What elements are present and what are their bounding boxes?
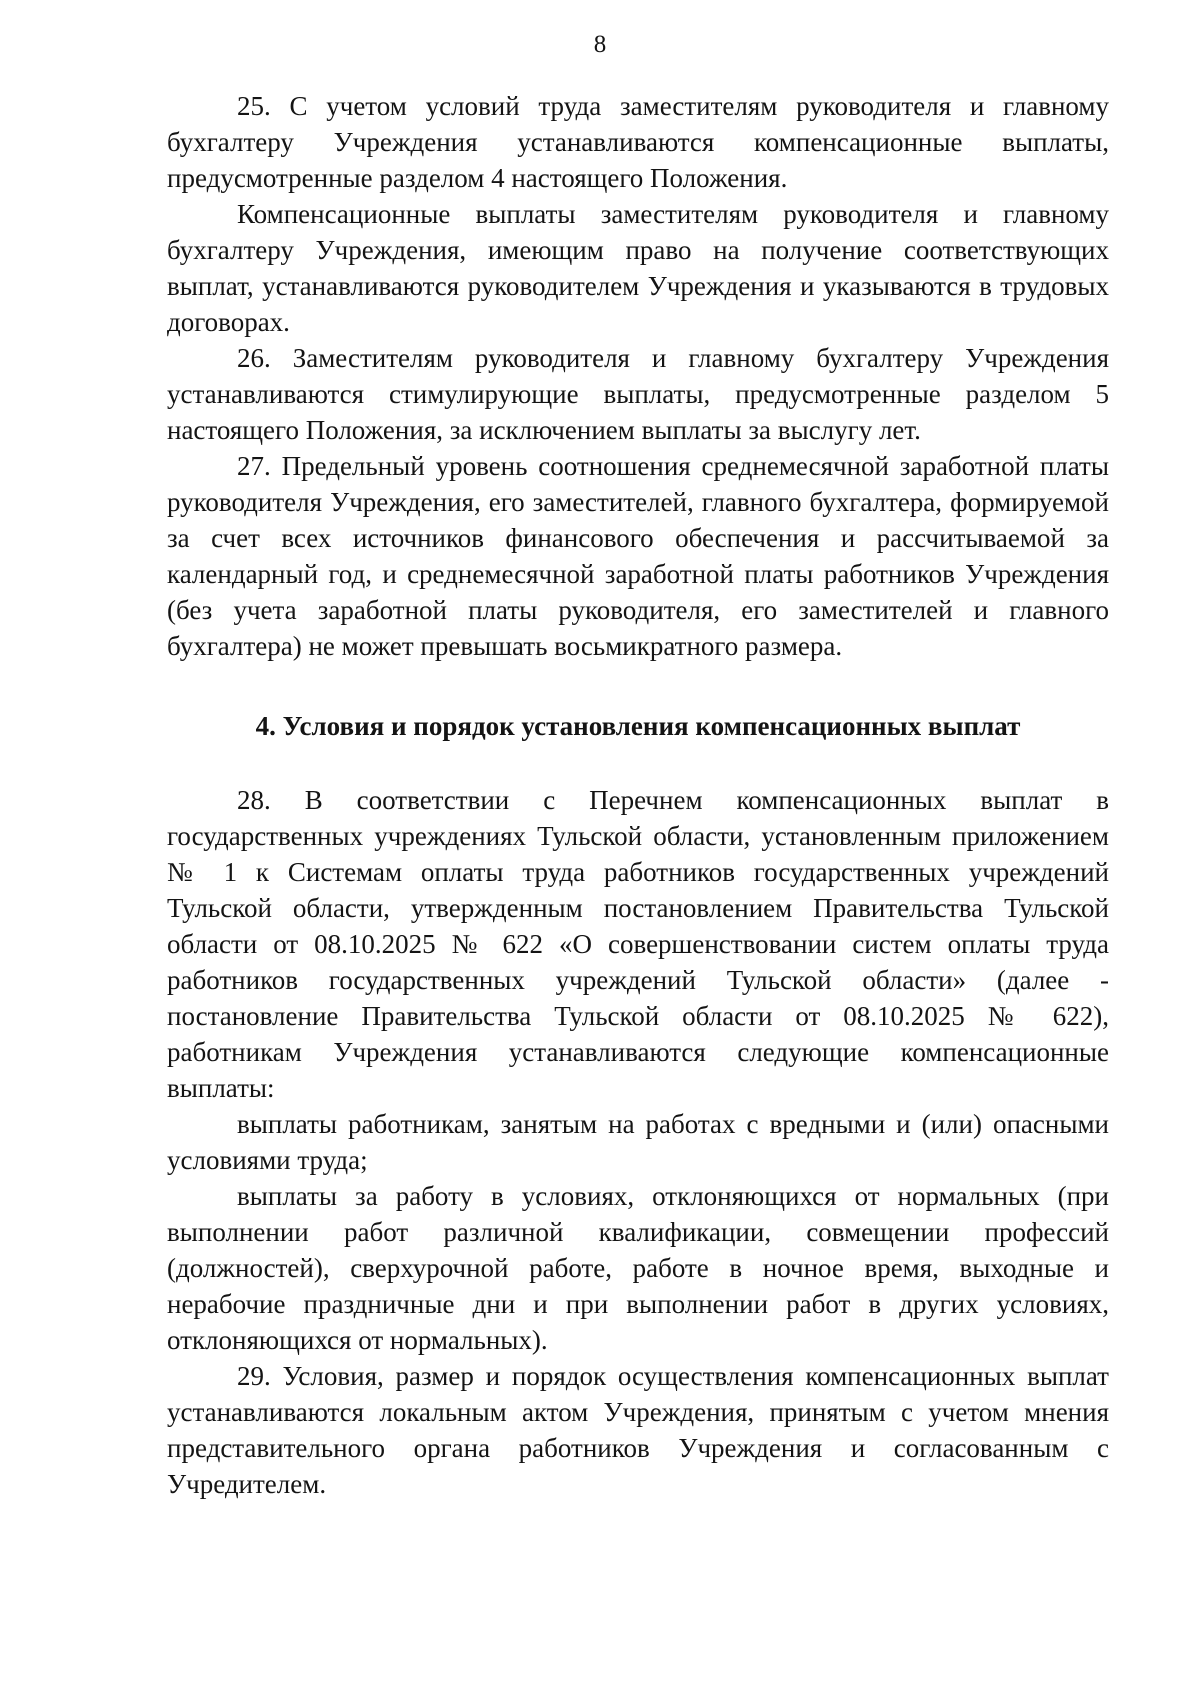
section-heading: 4. Условия и порядок установления компенсационных выплат (255, 711, 1021, 741)
paragraph-26: 26. Заместителям руководителя и главному бухгалтеру Учреждения устанавливаются стимулирующие выплаты, предусмотренные разделом 5 настоящего Положения, за исключением выплаты за выслугу лет. (167, 343, 1109, 445)
paragraph-25-continued: Компенсационные выплаты заместителям руководителя и главному бухгалтеру Учреждения, имеющим право на получение соответствующих выплат, устанавливаются руководителем Учреждения и указываются в трудовых договорах. (167, 199, 1109, 337)
paragraph-28-item-2: выплаты за работу в условиях, отклоняющихся от нормальных (при выполнении работ различной квалификации, совмещении профессий (должностей), сверхурочной работе, работе в ночное время, выходные и нерабочие праздничные дни и при выполнении работ в других условиях, отклоняющихся от нормальных). (167, 1181, 1109, 1355)
paragraph-28: 28. В соответствии с Перечнем компенсационных выплат в государственных учреждениях Тульской области, установленным приложением № 1 к Системам оплаты труда работников государственных учреждений Тульской области, утвержденным постановлением Правительства Тульской области от 08.10.2025 № 622 «О совершенствовании систем оплаты труда работников государственных учреждений Тульской области» (далее - постановление Правительства Тульской области от 08.10.2025 № 622), работникам Учреждения устанавливаются следующие компенсационные выплаты: (167, 785, 1109, 1103)
document-body (167, 88, 1109, 1502)
paragraph-25: 25. С учетом условий труда заместителям руководителя и главному бухгалтеру Учреждения устанавливаются компенсационные выплаты, предусмотренные разделом 4 настоящего Положения. (167, 91, 1109, 193)
paragraph-28-item-1: выплаты работникам, занятым на работах с вредными и (или) опасными условиями труда; (167, 1109, 1109, 1175)
paragraph-27: 27. Предельный уровень соотношения среднемесячной заработной платы руководителя Учреждения, его заместителей, главного бухгалтера, формируемой за счет всех источников финансового обеспечения и рассчитываемой за календарный год, и среднемесячной заработной платы работников Учреждения (без учета заработной платы руководителя, его заместителей и главного бухгалтера) не может превышать восьмикратного размера. (167, 451, 1109, 661)
page-number: 8 (593, 31, 607, 58)
paragraph-29: 29. Условия, размер и порядок осуществления компенсационных выплат устанавливаются локальным актом Учреждения, принятым с учетом мнения представительного органа работников Учреждения и согласованным с Учредителем. (167, 1361, 1109, 1499)
